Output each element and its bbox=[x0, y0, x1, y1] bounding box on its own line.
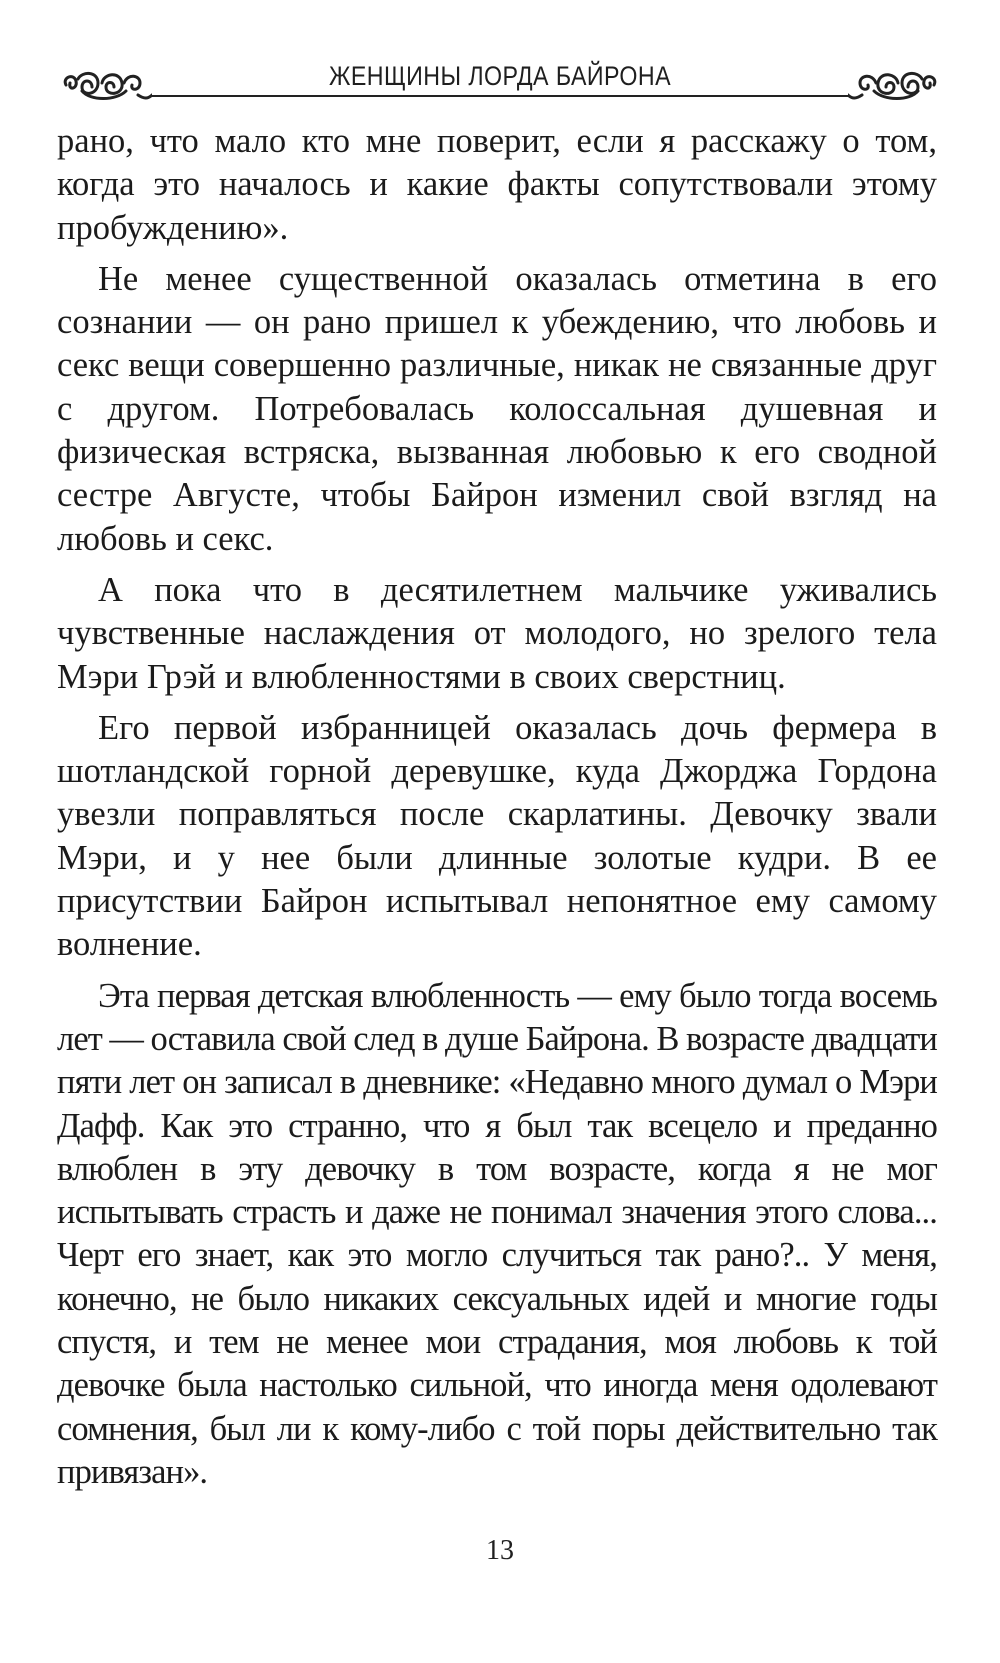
header-rule bbox=[152, 95, 848, 97]
paragraph: А пока что в десятилетнем мальчике уживались чувственные наслаждения от молодого, но зрелого тела Мэри Грэй и влюбленностями в своих сверстниц. bbox=[57, 570, 937, 696]
scroll-ornament-icon bbox=[848, 69, 940, 105]
paragraph: Его первой избранницей оказалась дочь фермера в шотландской горной деревушке, куда Джорджа Гордона увезли поправляться после скарлатины. Девочку звали Мэри, и у нее были длинные золотые кудри. В ее присутствии Байрон испытывал непонятное ему самому волнение. bbox=[57, 708, 937, 964]
paragraph: Не менее существенной оказалась отметина в его сознании — он рано пришел к убеждению, что любовь и секс вещи совершенно различные, никак не связанные друг с другом. Потребовалась колоссальная душевная и физическая встряска, вызванная любовью к его сводной сестре Августе, чтобы Байрон изменил свой взгляд на любовь и секс. bbox=[57, 259, 937, 558]
header-title: ЖЕНЩИНЫ ЛОРДА БАЙРОНА bbox=[328, 61, 672, 91]
paragraph: Эта первая детская влюбленность — ему было тогда восемь лет — оставила свой след в душе Байрона. В возрасте двадцати пяти лет он записал в дневнике: «Недавно много думал о Мэри Дафф. Как это странно, что я был так всецело и преданно влюблен в эту девочку в том возрасте, когда я не мог испытывать страсть и даже не понимал значения этого слова... Черт его знает, как это могло случиться так рано?.. У меня, конечно, не было никаких сексуальных идей и многие годы спустя, и тем не менее мои страдания, моя любовь к той девочке была настолько сильной, что иногда меня одолевают сомнения, был ли к кому-либо с той поры действительно так привязан». bbox=[57, 976, 937, 1491]
page-number: 13 bbox=[486, 1535, 514, 1566]
body-text bbox=[57, 120, 937, 1494]
paragraph: рано, что мало кто мне поверит, если я расскажу о том, когда это началось и какие факты сопутствовали этому пробуждению». bbox=[57, 122, 937, 247]
running-header bbox=[60, 55, 940, 105]
